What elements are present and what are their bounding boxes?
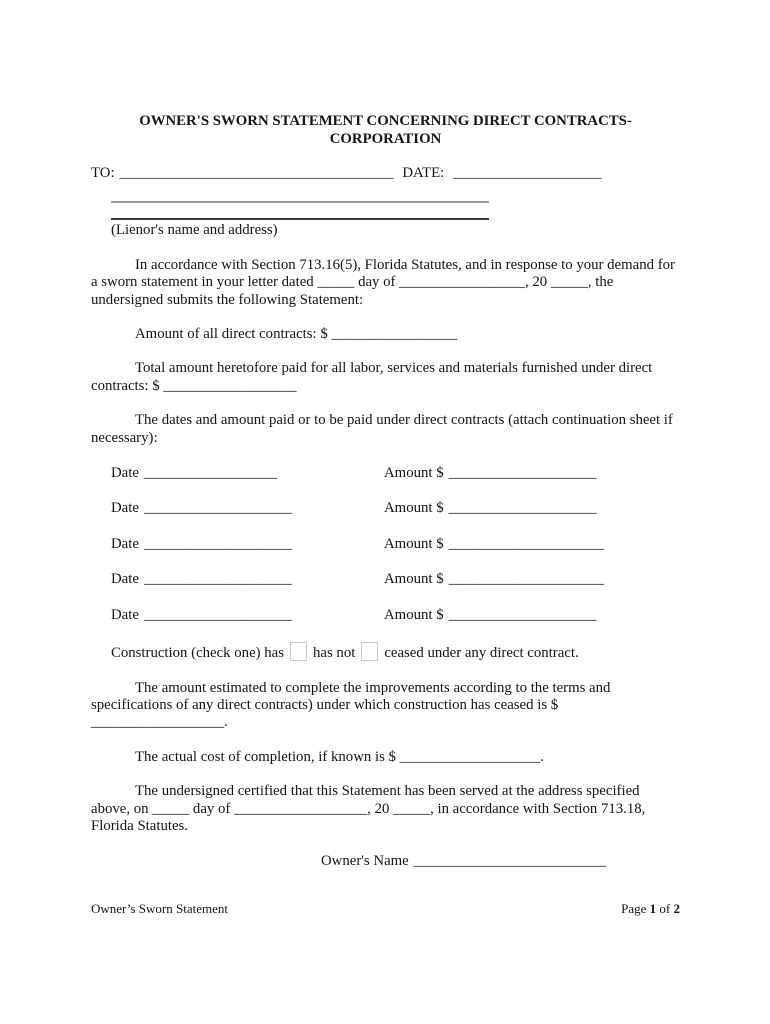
estimated-amount-paragraph: The amount estimated to complete the improvements according to the terms and specifications of any direct contracts) under which construction has ceased is $ __________________. xyxy=(91,679,611,731)
amount-label: Amount $ xyxy=(384,500,444,517)
date-cell xyxy=(111,571,383,588)
construction-text-middle: has not xyxy=(313,645,356,662)
date-amount-row xyxy=(111,607,680,624)
document-title xyxy=(91,112,680,148)
date-label: Date xyxy=(111,465,139,482)
amount-blank-line[interactable]: _____________________ xyxy=(448,535,604,552)
date-cell xyxy=(111,536,383,553)
amount-blank-line[interactable]: ____________________ xyxy=(448,465,597,482)
has-ceased-checkbox[interactable] xyxy=(290,642,307,661)
document-title-line2: CORPORATION xyxy=(329,131,442,147)
amount-cell xyxy=(384,465,597,482)
lienor-address-line-2[interactable] xyxy=(111,203,489,220)
amount-cell xyxy=(384,571,604,588)
construction-text-after: ceased under any direct contract. xyxy=(384,645,579,662)
lienor-caption: (Lienor's name and address) xyxy=(111,222,278,239)
date-amount-row xyxy=(111,571,680,588)
to-blank-line[interactable]: _____________________________________ xyxy=(119,165,394,181)
construction-check-row xyxy=(111,642,680,662)
footer-page-of: of xyxy=(656,901,674,916)
footer-page-indicator xyxy=(621,901,680,917)
amount-direct-contracts-line: Amount of all direct contracts: $ _________________ xyxy=(135,326,458,343)
date-label: DATE: xyxy=(402,165,445,181)
date-blank-line[interactable]: __________________ xyxy=(143,465,278,482)
amount-blank-line[interactable]: ____________________ xyxy=(448,500,597,517)
footer-page-total: 2 xyxy=(673,901,680,916)
date-cell xyxy=(111,607,383,624)
footer-document-title: Owner’s Sworn Statement xyxy=(91,901,228,916)
date-blank-line[interactable]: ____________________ xyxy=(143,500,292,517)
amount-blank-line[interactable]: ____________________ xyxy=(448,606,597,623)
date-blank-line[interactable]: ____________________ xyxy=(143,606,292,623)
amount-cell xyxy=(384,500,597,517)
date-cell xyxy=(111,465,383,482)
date-label: Date xyxy=(111,535,139,552)
date-amount-row xyxy=(111,500,680,517)
owner-name-row xyxy=(321,853,680,870)
date-blank-line[interactable]: ____________________ xyxy=(143,571,292,588)
service-certification-paragraph: The undersigned certified that this Statement has been served at the address specified above, on _____ day of __________________, 20 _____, in accordance with Section 713.18, Florida Statutes. xyxy=(91,783,646,834)
page-footer xyxy=(91,901,680,917)
has-not-ceased-checkbox[interactable] xyxy=(361,642,378,661)
actual-cost-paragraph: The actual cost of completion, if known is $ ___________________. xyxy=(135,748,544,765)
total-paid-paragraph: Total amount heretofore paid for all labor, services and materials furnished under direct contracts: $ __________________ xyxy=(91,360,653,394)
amount-label: Amount $ xyxy=(384,571,444,588)
owner-name-label: Owner's Name xyxy=(321,853,409,870)
date-blank-line[interactable]: ____________________ xyxy=(143,535,292,552)
amount-label: Amount $ xyxy=(384,606,444,623)
amount-label: Amount $ xyxy=(384,535,444,552)
date-label: Date xyxy=(111,606,139,623)
document-title-line1: OWNER'S SWORN STATEMENT CONCERNING DIRECT CONTRACTS- xyxy=(139,113,632,129)
owner-name-blank-line[interactable]: __________________________ xyxy=(413,853,607,870)
date-blank-line[interactable]: ____________________ xyxy=(453,165,602,181)
amount-label: Amount $ xyxy=(384,465,444,482)
footer-page-prefix: Page xyxy=(621,901,650,916)
date-label: Date xyxy=(111,571,139,588)
construction-text-before: Construction (check one) has xyxy=(111,645,284,662)
date-cell xyxy=(111,500,383,517)
footer-page-number: 1 xyxy=(649,901,657,916)
amount-cell xyxy=(384,536,604,553)
date-amount-row xyxy=(111,536,680,553)
amount-cell xyxy=(384,607,597,624)
dates-amounts-paragraph: The dates and amount paid or to be paid under direct contracts (attach continuation sheet if necessary): xyxy=(91,412,673,446)
date-label: Date xyxy=(111,500,139,517)
intro-paragraph: In accordance with Section 713.16(5), Florida Statutes, and in response to your demand for a sworn statement in your letter dated _____ day of _________________, 20 _____, the undersigned submits the following Statement: xyxy=(91,256,675,308)
lienor-address-line-1[interactable] xyxy=(111,188,489,203)
to-date-row xyxy=(91,165,680,182)
date-amount-row xyxy=(111,465,680,482)
amount-blank-line[interactable]: _____________________ xyxy=(448,571,604,588)
to-label: TO: xyxy=(91,165,115,181)
